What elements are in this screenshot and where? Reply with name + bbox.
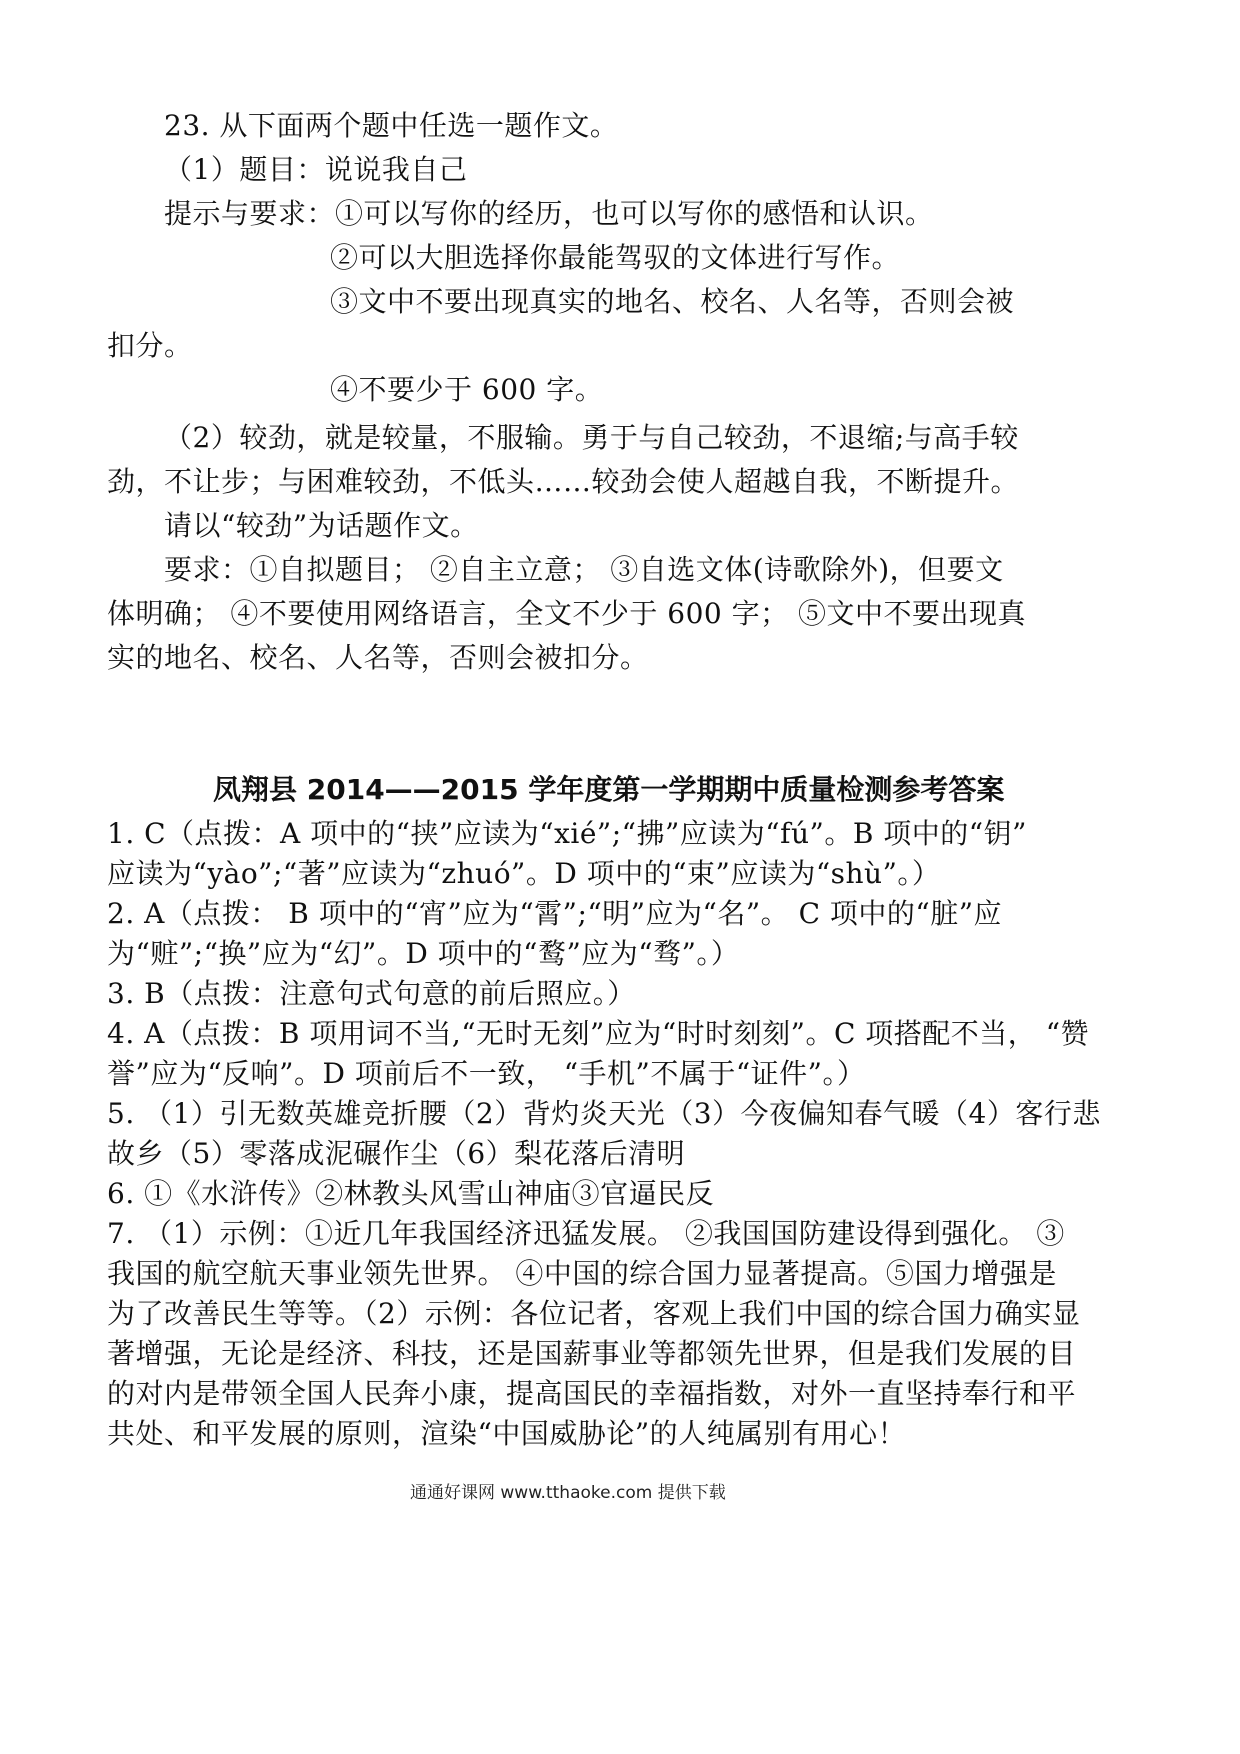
answer-line: 应读为“yào”;“著”应读为“zhuó”。D 项中的“束”应读为“shù”。）: [107, 857, 941, 890]
answer-line: 共处、和平发展的原则，渲染“中国威胁论”的人纯属别有用心！: [107, 1417, 907, 1450]
topic2-prompt: 请以“较劲”为话题作文。: [164, 509, 479, 542]
answer-line: 为“赃”;“换”应为“幻”。D 项中的“鹜”应为“骛”。）: [107, 937, 740, 970]
topic1-requirement-4: ④不要少于 600 字。: [330, 373, 604, 406]
answer-line: 我国的航空航天事业领先世界。 ④中国的综合国力显著提高。⑤国力增强是: [107, 1257, 1057, 1290]
answer-line: 4. A（点拨：B 项用词不当,“无时无刻”应为“时时刻刻”。C 项搭配不当， “赞: [107, 1017, 1090, 1050]
answer-line: 7. （1）示例：①近几年我国经济迅猛发展。 ②我国国防建设得到强化。 ③: [107, 1217, 1065, 1250]
topic1-requirement-2: ②可以大胆选择你最能驾驭的文体进行写作。: [330, 241, 901, 274]
answer-line: 著增强，无论是经济、科技，还是国薪事业等都领先世界，但是我们发展的目: [107, 1337, 1077, 1370]
topic1-requirement-1: 提示与要求：①可以写你的经历，也可以写你的感悟和认识。: [164, 197, 934, 230]
answer-line: 1. C（点拨：A 项中的“挟”应读为“xié”;“拂”应读为“fú”。B 项中的“钥”: [107, 817, 1027, 850]
answer-line: 5. （1）引无数英雄竞折腰（2）背灼炎天光（3）今夜偏知春气暖（4）客行悲: [107, 1097, 1101, 1130]
answer-line: 6. ①《水浒传》②林教头风雪山神庙③官逼民反: [107, 1177, 715, 1210]
topic1-title: （1）题目：说说我自己: [164, 153, 468, 186]
topic2-requirements-1: 要求：①自拟题目； ②自主立意； ③自选文体(诗歌除外)，但要文: [164, 553, 1004, 586]
topic1-requirement-3-cont: 扣分。: [107, 329, 193, 362]
topic2-line-1: （2）较劲，就是较量，不服输。勇于与自己较劲，不退缩;与高手较: [164, 421, 1019, 454]
answer-line: 2. A（点拨： B 项中的“宵”应为“霄”;“明”应为“名”。 C 项中的“脏”应: [107, 897, 1003, 930]
topic1-requirement-3: ③文中不要出现真实的地名、校名、人名等，否则会被: [330, 285, 1015, 318]
answer-line: 3. B（点拨：注意句式句意的前后照应。）: [107, 977, 636, 1010]
footer-source: 通通好课网 www.tthaoke.com 提供下载: [410, 1483, 726, 1503]
answer-key-title: 凤翔县 2014——2015 学年度第一学期期中质量检测参考答案: [213, 773, 1005, 806]
answer-line: 为了改善民生等等。（2）示例：各位记者，客观上我们中国的综合国力确实显: [107, 1297, 1081, 1330]
topic2-requirements-2: 体明确； ④不要使用网络语言，全文不少于 600 字； ⑤文中不要出现真: [107, 597, 1027, 630]
essay-heading: 23. 从下面两个题中任选一题作文。: [164, 109, 619, 142]
answer-line: 誉”应为“反响”。D 项前后不一致， “手机”不属于“证件”。）: [107, 1057, 866, 1090]
topic2-line-2: 劲，不让步；与困难较劲，不低头……较劲会使人超越自我，不断提升。: [107, 465, 1020, 498]
topic2-requirements-3: 实的地名、校名、人名等，否则会被扣分。: [107, 641, 649, 674]
answer-line: 故乡（5）零落成泥碾作尘（6）梨花落后清明: [107, 1137, 686, 1170]
answer-line: 的对内是带领全国人民奔小康，提高国民的幸福指数，对外一直坚持奉行和平: [107, 1377, 1077, 1410]
